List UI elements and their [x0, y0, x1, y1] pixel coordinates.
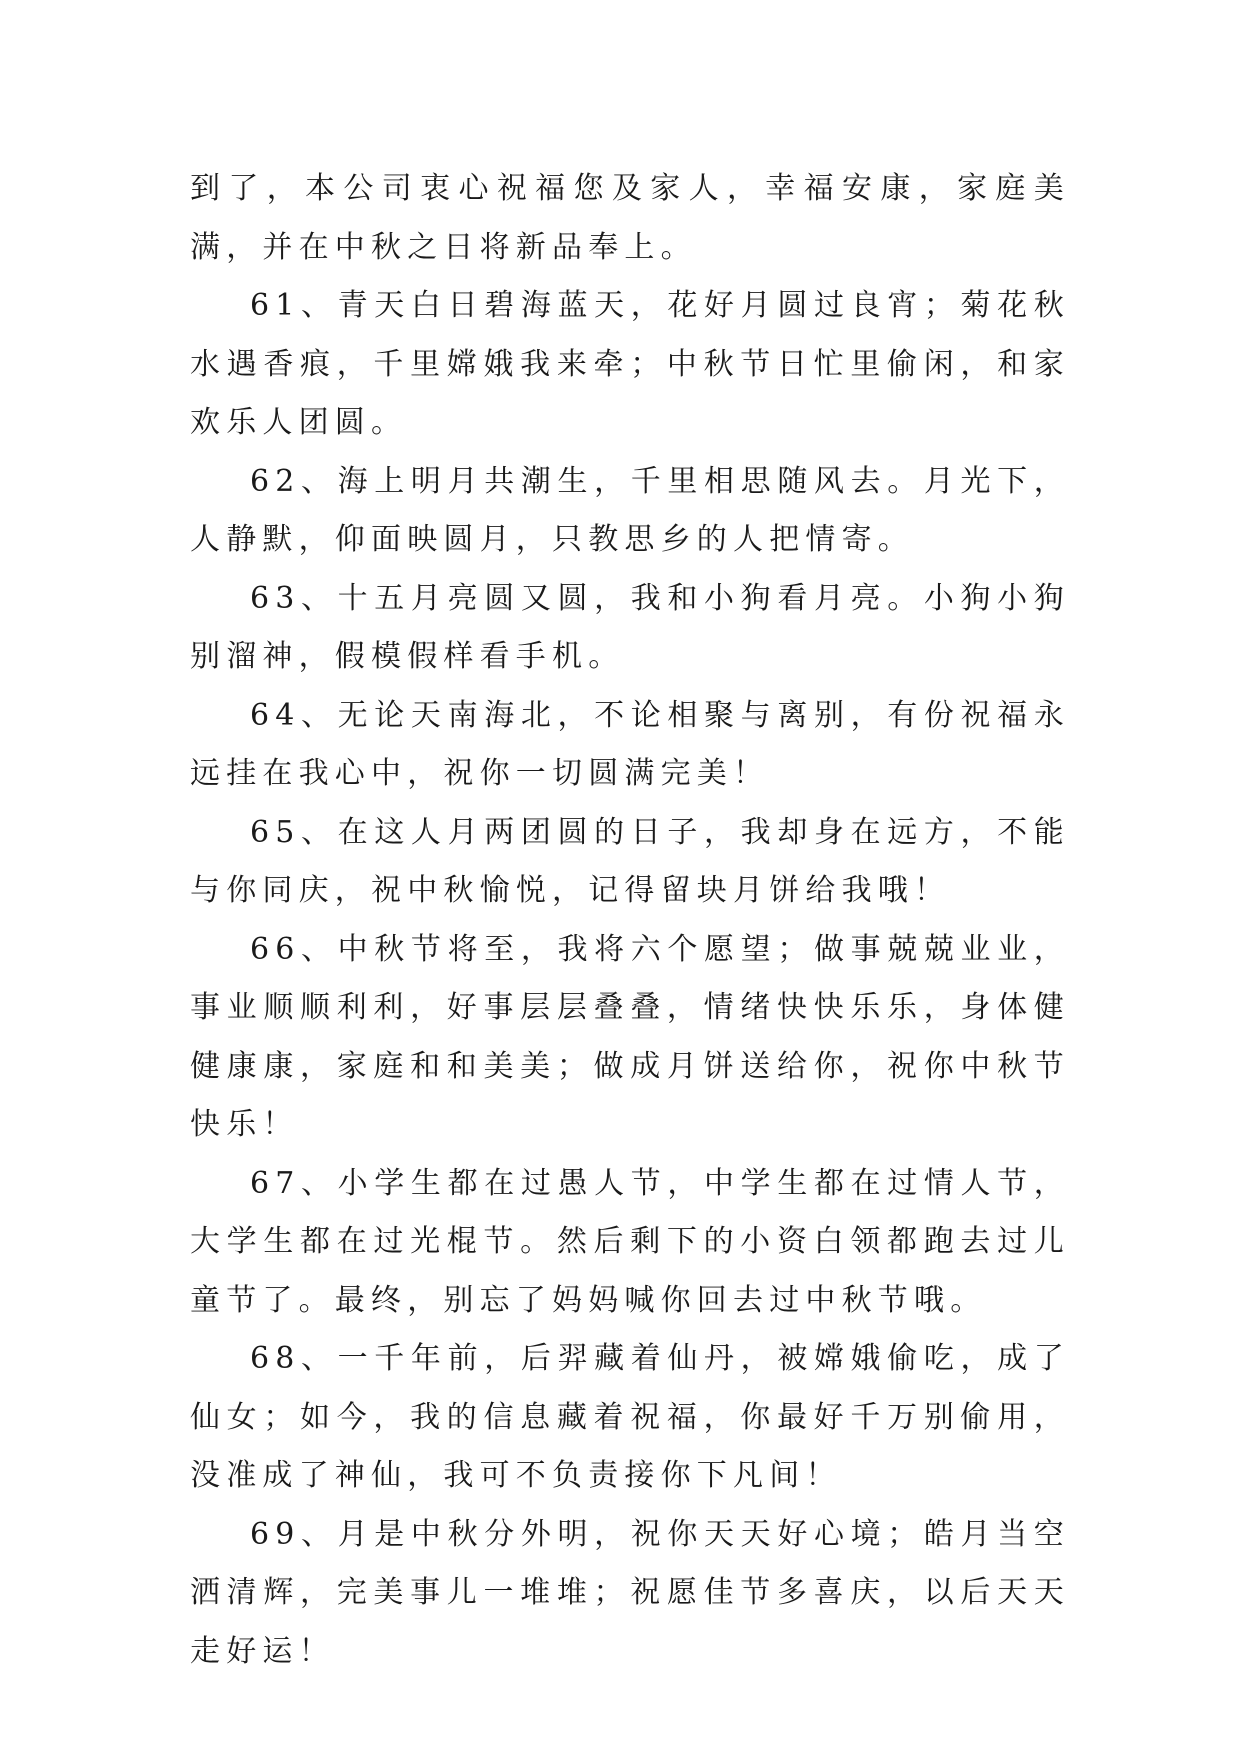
paragraph-68: 68、一千年前，后羿藏着仙丹，被嫦娥偷吃，成了仙女；如今，我的信息藏着祝福，你最好千万别偷用，没准成了神仙，我可不负责接你下凡间！	[190, 1341, 1070, 1493]
document-body	[190, 160, 1070, 1681]
paragraph-61: 61、青天白日碧海蓝天，花好月圆过良宵；菊花秋水遇香痕，千里嫦娥我来牵；中秋节日忙里偷闲，和家欢乐人团圆。	[190, 288, 1070, 440]
paragraph-64: 64、无论天南海北，不论相聚与离别，有份祝福永远挂在我心中，祝你一切圆满完美！	[190, 697, 1070, 791]
paragraph-62: 62、海上明月共潮生，千里相思随风去。月光下，人静默，仰面映圆月，只教思乡的人把情寄。	[190, 463, 1070, 557]
paragraph-65: 65、在这人月两团圆的日子，我却身在远方，不能与你同庆，祝中秋愉悦，记得留块月饼给我哦！	[190, 814, 1070, 908]
paragraph-67: 67、小学生都在过愚人节，中学生都在过情人节，大学生都在过光棍节。然后剩下的小资白领都跑去过儿童节了。最终，别忘了妈妈喊你回去过中秋节哦。	[190, 1165, 1070, 1318]
paragraph-69: 69、月是中秋分外明，祝你天天好心境；皓月当空洒清辉，完美事儿一堆堆；祝愿佳节多喜庆，以后天天走好运！	[190, 1516, 1070, 1669]
paragraph-continuation: 到了，本公司衷心祝福您及家人，幸福安康，家庭美满，并在中秋之日将新品奉上。	[190, 171, 1070, 265]
paragraph-63: 63、十五月亮圆又圆，我和小狗看月亮。小狗小狗别溜神，假模假样看手机。	[190, 580, 1070, 674]
paragraph-66: 66、中秋节将至，我将六个愿望；做事兢兢业业，事业顺顺利利，好事层层叠叠，情绪快快乐乐，身体健健康康，家庭和和美美；做成月饼送给你，祝你中秋节快乐！	[190, 931, 1070, 1142]
